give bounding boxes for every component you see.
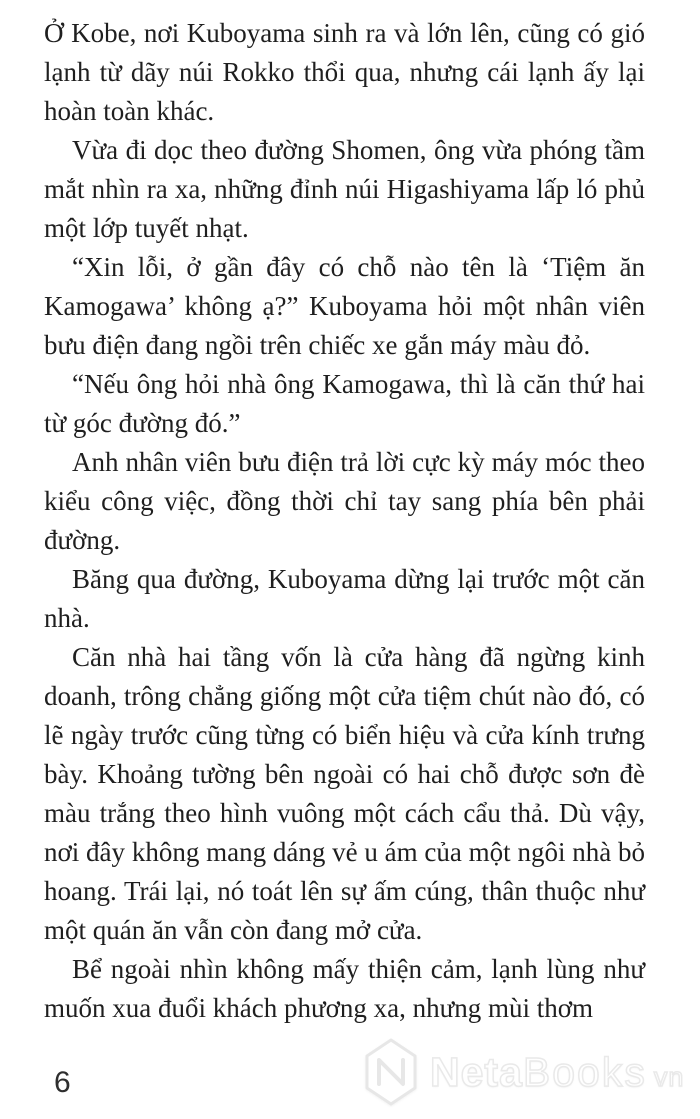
- netabooks-watermark: [364, 1038, 684, 1106]
- watermark-tld: vn: [653, 1061, 685, 1092]
- paragraph: Vừa đi dọc theo đường Shomen, ông vừa phóng tầm mắt nhìn ra xa, những đỉnh núi Higashiyama lấp ló phủ một lớp tuyết nhạt.: [44, 135, 645, 243]
- paragraph: Ở Kobe, nơi Kuboyama sinh ra và lớn lên, cũng có gió lạnh từ dãy núi Rokko thổi qua, nhưng cái lạnh ấy lại hoàn toàn khác.: [44, 18, 645, 126]
- watermark-brand-secondary: Books: [522, 1048, 647, 1095]
- paragraph: “Xin lỗi, ở gần đây có chỗ nào tên là ‘Tiệm ăn Kamogawa’ không ạ?” Kuboyama hỏi một nhân viên bưu điện đang ngồi trên chiếc xe gắn máy màu đỏ.: [44, 252, 645, 360]
- watermark-wordmark: [430, 1049, 684, 1096]
- paragraph: Căn nhà hai tầng vốn là cửa hàng đã ngừng kinh doanh, trông chẳng giống một cửa tiệm chút nào đó, có lẽ ngày trước cũng từng có biển hiệu và cửa kính trưng bày. Khoảng tường bên ngoài có hai chỗ được sơn đè màu trắng theo hình vuông một cách cẩu thả. Dù vậy, nơi đây không mang dáng vẻ u ám của một ngôi nhà bỏ hoang. Trái lại, nó toát lên sự ấm cúng, thân thuộc như một quán ăn vẫn còn đang mở cửa.: [44, 642, 645, 945]
- paragraph: Anh nhân viên bưu điện trả lời cực kỳ máy móc theo kiểu công việc, đồng thời chỉ tay sang phía bên phải đường.: [44, 447, 645, 555]
- paragraph: Băng qua đường, Kuboyama dừng lại trước một căn nhà.: [44, 564, 645, 633]
- netabooks-hexagon-n-logo-icon: [364, 1038, 418, 1106]
- paragraph: Bể ngoài nhìn không mấy thiện cảm, lạnh lùng như muốn xua đuổi khách phương xa, nhưng mùi thơm: [44, 954, 645, 1023]
- body-text: [44, 14, 645, 1028]
- paragraph: “Nếu ông hỏi nhà ông Kamogawa, thì là căn thứ hai từ góc đường đó.”: [44, 369, 645, 438]
- watermark-brand-primary: Neta: [430, 1048, 523, 1095]
- page-number: 6: [54, 1066, 71, 1099]
